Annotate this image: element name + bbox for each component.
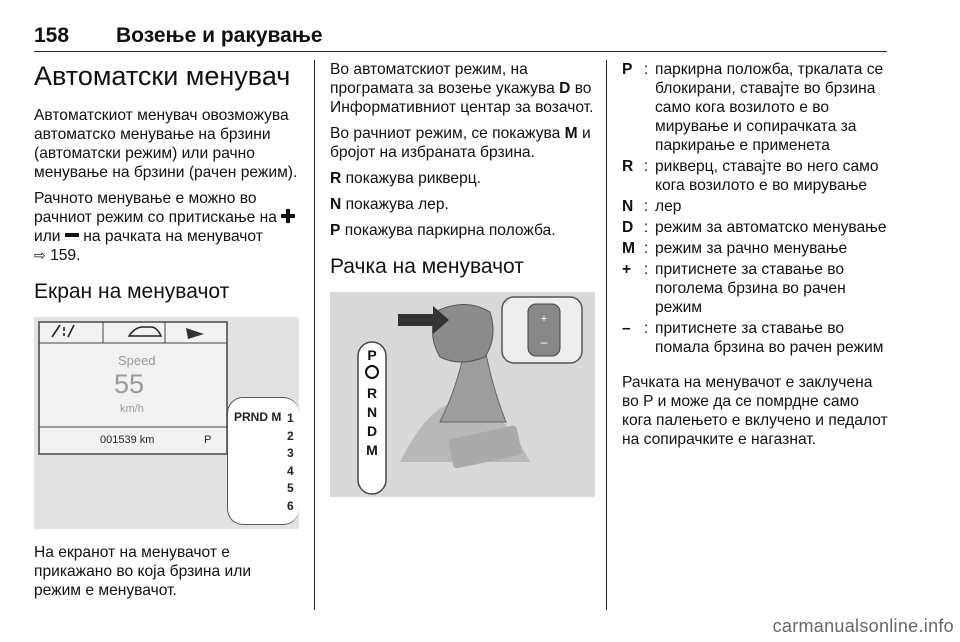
- term: P: [622, 61, 633, 78]
- text: или: [34, 228, 61, 245]
- text: покажува рикверц.: [345, 170, 482, 187]
- text: Во рачниот режим, се покажува: [330, 125, 561, 142]
- text: и бројот на избраната брзина.: [330, 125, 591, 161]
- definition-row: [622, 218, 890, 237]
- minus-icon: [65, 228, 79, 242]
- definition: рикверц, ставајте во него само кога возилото е во мирување: [655, 158, 879, 194]
- gear-letter: M: [564, 125, 578, 142]
- display-figure: [34, 317, 299, 529]
- page-ref-icon: ⇨: [34, 247, 46, 263]
- term: N: [622, 198, 634, 215]
- gear-letter: D: [559, 80, 571, 97]
- definition: режим за автоматско менување: [655, 219, 887, 236]
- paragraph: [330, 60, 595, 117]
- separator: :: [643, 320, 649, 337]
- running-title: Возење и ракување: [116, 24, 323, 47]
- paragraph: [330, 169, 595, 188]
- gear-number: 6: [287, 498, 294, 513]
- spacer: [364, 365, 380, 384]
- minus-icon: –: [540, 335, 548, 349]
- gear-letter: N: [366, 404, 378, 420]
- gear-list: [287, 410, 294, 515]
- gear-letter: M: [366, 442, 378, 458]
- paragraph: Рачката на менувачот е заклучена во P и може да се помрдне само кога палењето е вклучено и педалот на сопирачките е нагазнат.: [622, 374, 888, 448]
- plus-icon: [281, 209, 295, 223]
- gear-letter: R: [330, 170, 342, 187]
- definition-row: [622, 60, 890, 155]
- shifter-figure: [330, 292, 595, 497]
- term: D: [622, 219, 634, 236]
- speed-value: 55: [114, 369, 145, 399]
- callout-bubble: [227, 397, 299, 525]
- paragraph: [330, 124, 595, 162]
- text: покажува паркирна положба.: [344, 222, 556, 239]
- column-1: [34, 60, 299, 607]
- definition-row: [622, 157, 890, 195]
- speed-label: Speed: [118, 353, 156, 368]
- text: Рачното менување е можно во рачниот режим со притискање на: [34, 190, 277, 226]
- gear-number: 5: [287, 481, 294, 495]
- term: R: [622, 158, 634, 175]
- definition: притиснете за ставање во поголема брзина во рачен режим: [655, 261, 846, 316]
- subsection-title: Рачка на менувачот: [330, 255, 524, 278]
- text: Во автоматскиот режим, на програмата за возење укажува: [330, 61, 555, 97]
- watermark: carmanualsonline.info: [772, 616, 954, 636]
- page-ref: 159.: [50, 247, 81, 264]
- paragraph: [330, 195, 595, 214]
- gear-letter: P: [330, 222, 341, 239]
- text: во Информативниот центар за возачот.: [330, 80, 594, 116]
- speed-unit: km/h: [120, 403, 144, 415]
- prnd-label: PRND M: [234, 410, 282, 424]
- column-divider: [606, 60, 607, 610]
- gear-letter: N: [330, 196, 342, 213]
- plus-icon: +: [622, 261, 632, 278]
- gear-number: 2: [287, 428, 294, 443]
- text: на рачката на менувачот: [83, 228, 263, 245]
- definition: паркирна положба, тркалата се блокирани, ставајте во брзина само кога возилото е во мирување и сопирачката за паркирање е применета: [655, 61, 884, 154]
- minus-icon: –: [622, 320, 631, 337]
- separator: :: [643, 240, 649, 257]
- gear-letter: P: [367, 347, 377, 363]
- column-3: [622, 60, 890, 456]
- column-divider: [314, 60, 315, 610]
- definition-list: [622, 60, 890, 357]
- figure-caption: На екранот на менувачот е прикажано во која брзина или режим е менувачот.: [34, 544, 252, 599]
- separator: :: [643, 219, 649, 236]
- definition-row: [622, 319, 890, 357]
- gear-letter: R: [366, 385, 378, 401]
- paragraph: [330, 221, 595, 240]
- subsection-title: Екран на менувачот: [34, 280, 230, 303]
- gear-letter: D: [366, 423, 378, 439]
- definition: лер: [655, 198, 682, 215]
- paragraph: [34, 189, 299, 265]
- gear-letters: [364, 346, 380, 460]
- definition-row: [622, 239, 890, 258]
- text: покажува лер.: [345, 196, 449, 213]
- separator: :: [643, 198, 649, 215]
- plus-icon: +: [540, 313, 548, 325]
- page-header: [34, 24, 887, 52]
- gear-indicator: P: [204, 434, 212, 446]
- gear-number: 1: [287, 411, 294, 425]
- gear-number: 4: [287, 463, 294, 478]
- definition: притиснете за ставање во помала брзина во рачен режим: [655, 320, 884, 356]
- paragraph: Автоматскиот менувач овозможува автоматско менување на брзини (автоматски режим) или рачно менување на брзини (рачен режим).: [34, 107, 298, 181]
- term: M: [622, 240, 635, 257]
- gear-number: 3: [287, 446, 294, 460]
- definition: режим за рачно менување: [655, 240, 848, 257]
- section-title: Автоматски менувач: [34, 61, 291, 91]
- column-2: [330, 60, 595, 497]
- separator: :: [643, 158, 649, 175]
- page-number: 158: [34, 24, 70, 47]
- definition-row: [622, 260, 890, 317]
- separator: :: [643, 61, 649, 78]
- separator: :: [643, 261, 649, 278]
- odometer: 001539 km: [100, 434, 155, 446]
- definition-row: [622, 197, 890, 216]
- shift-knob: [432, 305, 493, 363]
